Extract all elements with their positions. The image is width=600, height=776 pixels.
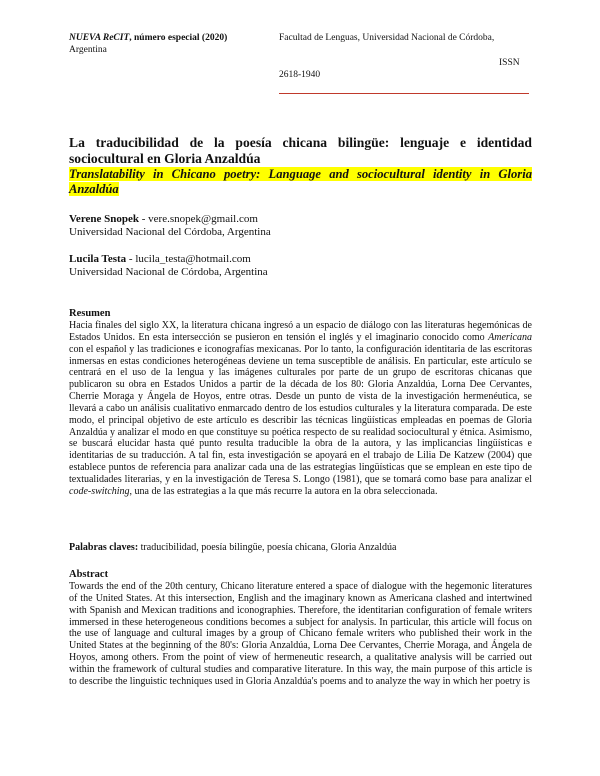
author-affiliation: Universidad Nacional del Córdoba, Argentina: [69, 226, 271, 238]
faculty-affiliation: Facultad de Lenguas, Universidad Nacional de Córdoba,: [279, 33, 495, 43]
resumen-text: con el español y las tradiciones e iconografías mexicanas. Por lo tanto, la configuración identitaria de las escritoras inmersas en estas condiciones heterogéneas deviene un tema susceptible de análisis. En particular, este artículo se centrará en el uso de la lengua y las imágenes culturales por parte de un grupo de escritoras chicanas que publicaron su obra en Estados Unidos a partir de la década de los 80: Gloria Anzaldúa, Lorna Dee Cervantes, Cherrie Moraga y Ángela de Hoyos, entre otras. Desde un punto de vista de la investigación hermenéutica, se llevará a cabo un análisis cualitativo enmarcado dentro de los estudios culturales y la literatura comparada. De este modo, el principal objetivo de este artículo es describir las técnicas lingüísticas empleadas en poemas de Gloria Anzaldúa y analizar el modo en que constituye su poética respecto de su realidad sociocultural y étnica. Asimismo, se buscará elucidar hasta qué punto resulta traducible la obra de la autora, y las implicancias lingüísticas e identitarias de su traducción. A tal fin, esta investigación se apoyará en el trabajo de Lilia De Katzew (2004) que establece puntos de referencia para analizar cada una de las estrategias lingüísticas que se emplean en este tipo de textualidades literarias, y en la investigación de Teresa S. Longo (1981), que se tomará como base para analizar el: [69, 343, 532, 485]
author-email[interactable]: lucila_testa@hotmail.com: [135, 253, 251, 265]
issn-number: 2618-1940: [279, 70, 321, 80]
author-separator: -: [126, 253, 136, 265]
keywords-text: traducibilidad, poesía bilingüe, poesía chicana, Gloria Anzaldúa: [138, 542, 397, 553]
abstract-body: Towards the end of the 20th century, Chicano literature entered a space of dialogue with the hegemonic literatures of the United States. At this intersection, English and the imaginary known as Americana clashed and intertwined with Spanish and Mexican traditions and iconographies. Therefore, the identitarian configuration of female writers immersed in these heterogeneous conditions becomes a subject for analysis. In particular, this article will focus on the use of language and cultural images by a group of Chicano female writers who published their work in the United States at the beginning of the 80's: Gloria Anzaldúa, Lorna Dee Cervantes, Cherrie Moraga, and Ángela de Hoyos, among others. From the point of view of hermeneutic research, a qualitative analysis will be carried out within the framework of cultural studies and comparative literature. In this way, the main purpose of this article is to describe the linguistic techniques used in Gloria Anzaldúa's poems and to analyze the way in which her poetry is: [69, 581, 532, 687]
author-block-1: [69, 213, 271, 239]
resumen-text: Hacia finales del siglo XX, la literatura chicana ingresó a un espacio de diálogo con las literaturas hegemónicas de Estados Unidos. En esta intersección se pusieron en tensión el inglés y el imaginario conocido como: [69, 320, 532, 343]
resumen-body: [69, 320, 532, 498]
resumen-italic-term: Americana: [488, 331, 532, 343]
author-separator: -: [139, 213, 149, 225]
author-name: Verene Snopek: [69, 213, 139, 225]
author-email[interactable]: vere.snopek@gmail.com: [148, 213, 258, 225]
title-english: [69, 167, 532, 197]
keywords: [69, 542, 396, 554]
title-spanish: La traducibilidad de la poesía chicana bilingüe: lenguaje e identidad sociocultural en Gloria Anzaldúa: [69, 135, 532, 166]
journal-citation: [69, 32, 227, 56]
header-rule: [279, 93, 529, 94]
journal-country: Argentina: [69, 45, 107, 55]
resumen-italic-term: code-switching: [69, 485, 130, 497]
author-block-2: [69, 253, 268, 279]
issn-label: ISSN: [499, 58, 520, 68]
journal-issue: , número especial (2020): [129, 33, 228, 43]
resumen-heading: Resumen: [69, 308, 111, 319]
journal-name: NUEVA ReCIT: [69, 33, 130, 43]
author-affiliation: Universidad Nacional de Córdoba, Argentina: [69, 266, 268, 278]
abstract-heading: Abstract: [69, 569, 109, 580]
keywords-label: Palabras claves:: [69, 542, 139, 553]
author-name: Lucila Testa: [69, 253, 127, 265]
resumen-text: , una de las estrategias a la que más recurre la autora en la obra seleccionada.: [129, 485, 438, 497]
title-english-text: Translatability in Chicano poetry: Language and sociocultural identity in Gloria Anzaldúa: [69, 167, 532, 196]
